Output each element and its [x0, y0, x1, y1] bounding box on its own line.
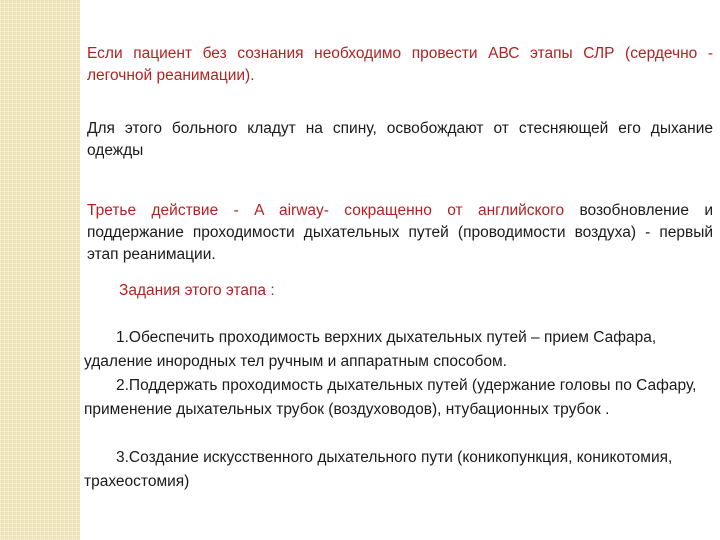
- airway-paragraph-text: возобновление и поддержание проходимости дыхательных путей (проводимости воздуха) - первый этап реанимации.: [87, 202, 713, 263]
- decorative-side-strip: [0, 0, 80, 540]
- task-item-3: 3.Создание искусственного дыхательного пути (коникопункция, коникотомия, трахеостомия): [84, 449, 673, 490]
- slide-content: [84, 0, 713, 540]
- intro-paragraph: Если пациент без сознания необходимо провести АВС этапы СЛР (сердечно - легочной реанимации).: [87, 45, 713, 84]
- task-item-2: 2.Поддержать проходимость дыхательных путей (удержание головы по Сафару, применение дыхательных трубок (воздуховодов), нтубационных трубок .: [84, 377, 697, 418]
- positioning-paragraph: Для этого больного кладут на спину, освобождают от стесняющей его дыхание одежды: [87, 120, 713, 159]
- task-item-1: 1.Обеспечить проходимость верхних дыхательных путей – прием Сафара, удаление инородных тел ручным и аппаратным способом.: [84, 329, 657, 370]
- airway-paragraph: [87, 200, 713, 266]
- tasks-title: Задания этого этапа :: [119, 282, 275, 299]
- airway-paragraph-highlight: Третье действие - A airway- сокращенно от английского: [87, 202, 565, 219]
